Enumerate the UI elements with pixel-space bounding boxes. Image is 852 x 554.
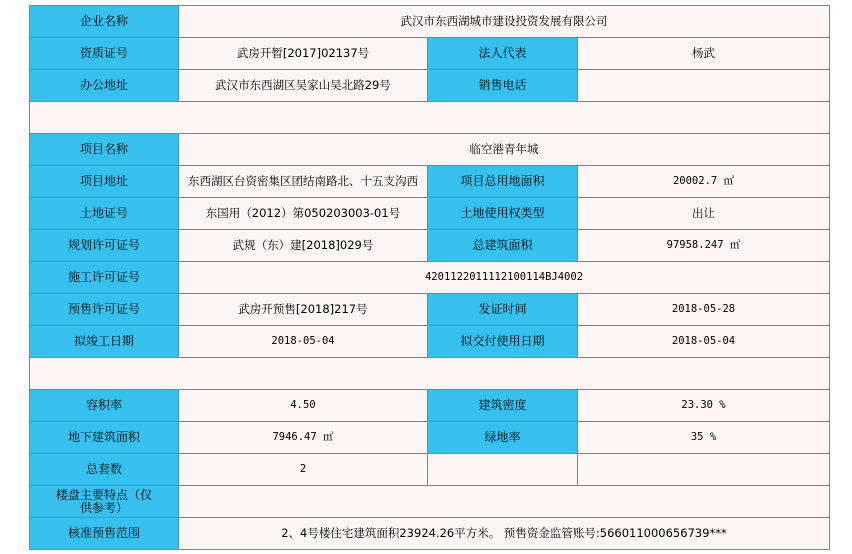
- underground-area-label: 地下建筑面积: [30, 422, 179, 454]
- row-dates: [30, 326, 830, 358]
- green-rate-label: 绿地率: [428, 422, 578, 454]
- project-address-value: 东西湖区台资密集区团结南路北、十五支沟西: [179, 166, 428, 198]
- office-address-label: 办公地址: [30, 70, 179, 102]
- construction-permit-value: 420112201111210011​4BJ4002: [179, 262, 830, 294]
- company-name-label: 企业名称: [30, 6, 179, 38]
- total-units-label: 总套数: [30, 454, 179, 486]
- far-label: 容积率: [30, 390, 179, 422]
- separator-row: [30, 102, 830, 134]
- issue-date-label: 发证时间: [428, 294, 578, 326]
- row-office: [30, 70, 830, 102]
- green-rate-value: 35 %: [578, 422, 830, 454]
- row-features: [30, 486, 830, 518]
- row-cert: [30, 38, 830, 70]
- row-presale-scope: [30, 518, 830, 550]
- completion-date-label: 拟竣工日期: [30, 326, 179, 358]
- legal-rep-label: 法人代表: [428, 38, 578, 70]
- project-address-label: 项目地址: [30, 166, 179, 198]
- separator-cell: [30, 358, 830, 390]
- row-land-cert: [30, 198, 830, 230]
- empty-cell: [428, 454, 578, 486]
- project-name-label: 项目名称: [30, 134, 179, 166]
- separator-row: [30, 358, 830, 390]
- legal-rep-value: 杨武: [578, 38, 830, 70]
- issue-date-value: 2018-05-28: [578, 294, 830, 326]
- construction-permit-label: 施工许可证号: [30, 262, 179, 294]
- plan-permit-value: 武规（东）建[2018]029号: [179, 230, 428, 262]
- row-project-address: [30, 166, 830, 198]
- office-address-value: 武汉市东西湖区吴家山吴北路29号: [179, 70, 428, 102]
- row-plan-permit: [30, 230, 830, 262]
- project-name-value: 临空港青年城: [179, 134, 830, 166]
- row-presale-permit: [30, 294, 830, 326]
- presale-permit-value: 武房开预售[2018]217号: [179, 294, 428, 326]
- cert-value: 武房开暂[2017]02137号: [179, 38, 428, 70]
- sales-phone-label: 销售电话: [428, 70, 578, 102]
- project-info-panel: [29, 5, 829, 550]
- company-name-value: 武汉市东西湖城市建设投资发展有限公司: [179, 6, 830, 38]
- land-area-label: 项目总用地面积: [428, 166, 578, 198]
- row-company-name: [30, 6, 830, 38]
- row-construction-permit: [30, 262, 830, 294]
- density-label: 建筑密度: [428, 390, 578, 422]
- presale-permit-label: 预售许可证号: [30, 294, 179, 326]
- total-units-value: 2: [179, 454, 428, 486]
- delivery-date-value: 2018-05-04: [578, 326, 830, 358]
- project-info-table: [29, 5, 830, 550]
- land-use-label: 土地使用权类型: [428, 198, 578, 230]
- row-units: [30, 454, 830, 486]
- presale-scope-label: 核准预售范围: [30, 518, 179, 550]
- plan-permit-label: 规划许可证号: [30, 230, 179, 262]
- features-value: [179, 486, 830, 518]
- land-area-value: 20002.7 ㎡: [578, 166, 830, 198]
- density-value: 23.30 %: [578, 390, 830, 422]
- delivery-date-label: 拟交付使用日期: [428, 326, 578, 358]
- land-cert-value: 东国用（2012）第050203003-01号: [179, 198, 428, 230]
- row-project-name: [30, 134, 830, 166]
- sales-phone-value: [578, 70, 830, 102]
- row-underground: [30, 422, 830, 454]
- total-build-area-label: 总建筑面积: [428, 230, 578, 262]
- underground-area-value: 7946.47 ㎡: [179, 422, 428, 454]
- far-value: 4.50: [179, 390, 428, 422]
- empty-cell: [578, 454, 830, 486]
- features-label: 楼盘主要特点（仅供参考）: [30, 486, 179, 518]
- row-far: [30, 390, 830, 422]
- land-use-value: 出让: [578, 198, 830, 230]
- total-build-area-value: 97958.247 ㎡: [578, 230, 830, 262]
- completion-date-value: 2018-05-04: [179, 326, 428, 358]
- presale-scope-value: 2、4号楼住宅建筑面积23924.26平方米。 预售资金监管账号:566011000656739***: [179, 518, 830, 550]
- separator-cell: [30, 102, 830, 134]
- cert-label: 资质证号: [30, 38, 179, 70]
- land-cert-label: 土地证号: [30, 198, 179, 230]
